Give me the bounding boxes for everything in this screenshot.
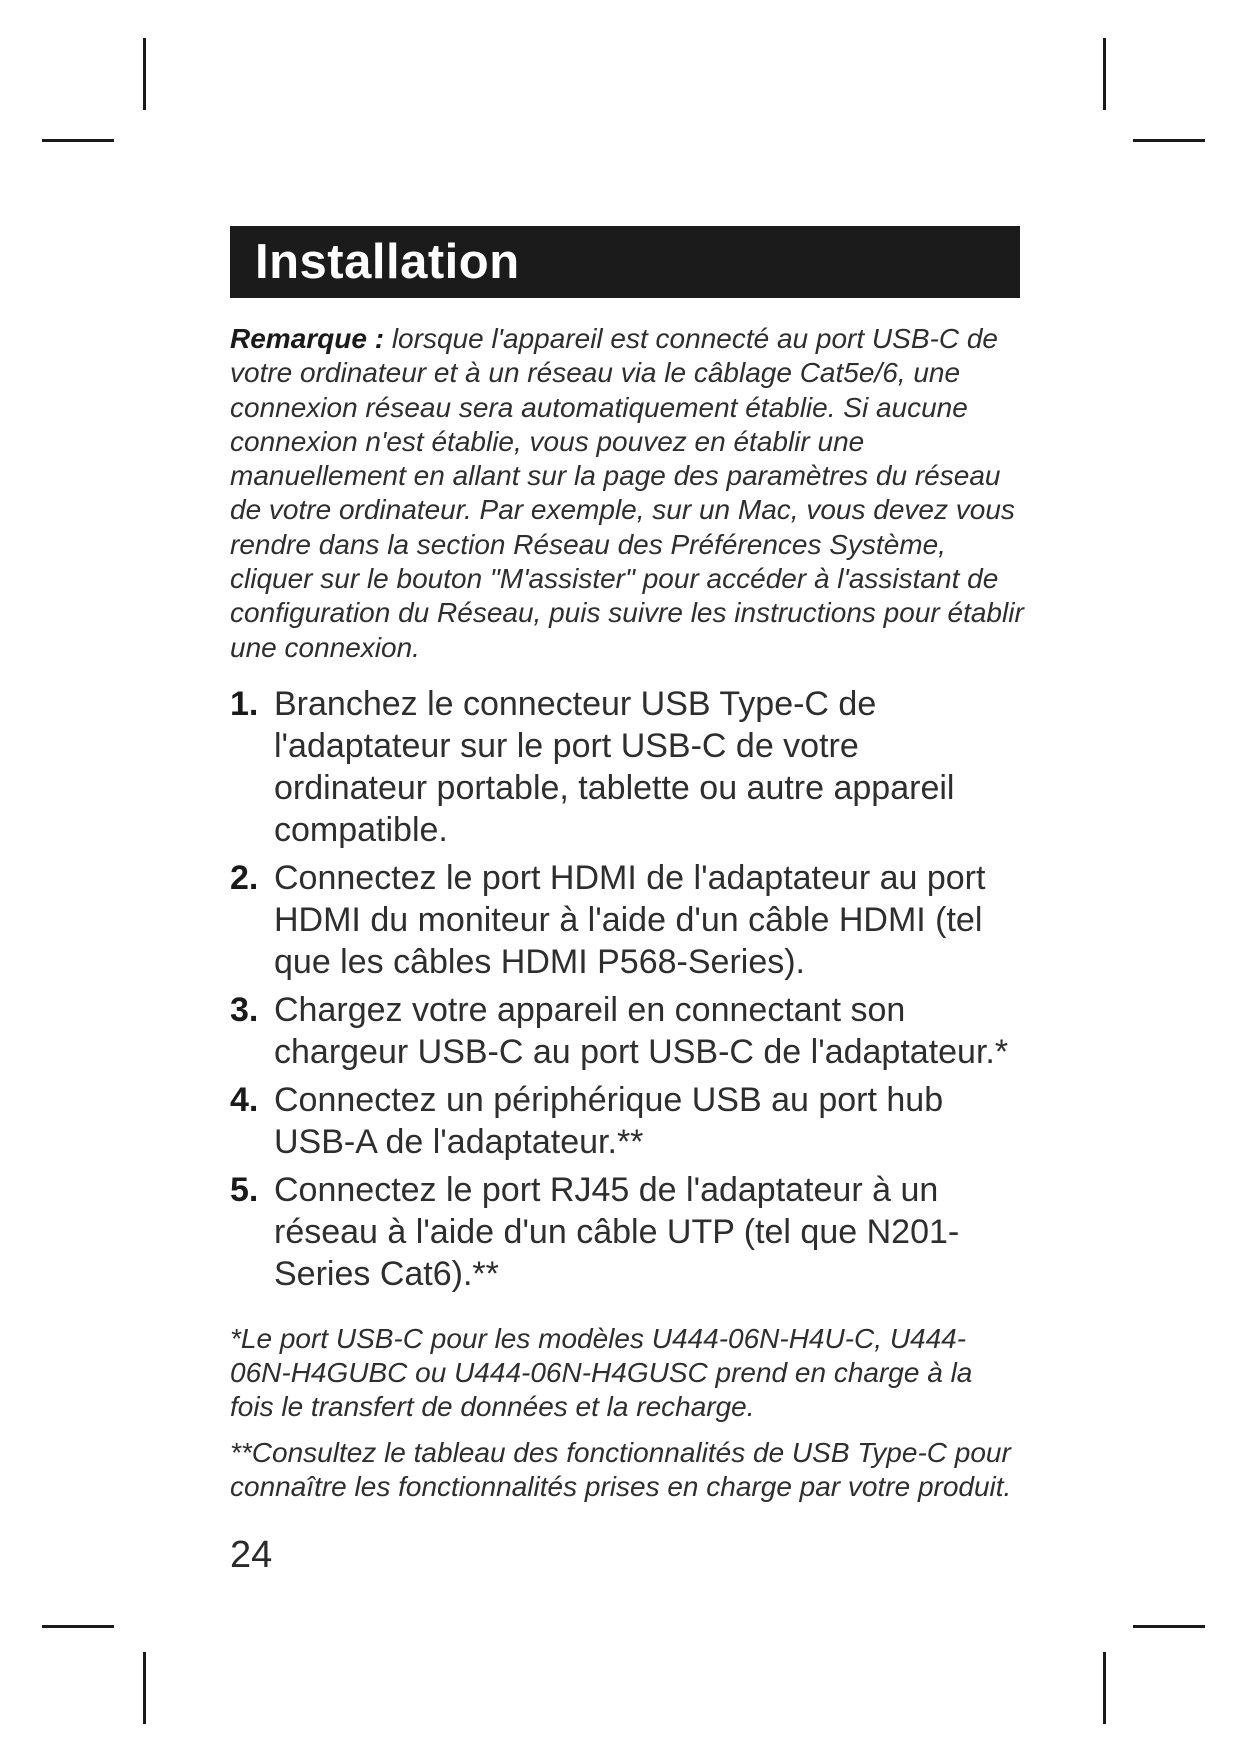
section-title: Installation — [255, 235, 520, 289]
step-number: 5. — [230, 1171, 259, 1209]
note-label: Remarque : — [230, 323, 385, 354]
step-text: Chargez votre appareil en connectant son chargeur USB-C au port USB-C de l'adaptateur.* — [274, 991, 1009, 1071]
step-text: Connectez le port HDMI de l'adaptateur au port HDMI du moniteur à l'aide d'un câble HDMI (tel que les câbles HDMI P568-Series). — [274, 859, 986, 981]
crop-mark-top-right-horizontal — [1133, 139, 1205, 142]
note-text: lorsque l'appareil est connecté au port USB-C de votre ordinateur et à un réseau via le câblage Cat5e/6, une connexion réseau sera automatiquement établie. Si aucune connexion n'est établie, vous pouvez en établir une manuellement en allant sur la page des paramètres du réseau de votre ordinateur. Par exemple, sur un Mac, vous devez vous rendre dans la section Réseau des Préférences Système, cliquer sur le bouton "M'assister" pour accéder à l'assistant de configuration du Réseau, puis suivre les instructions pour établir une connexion. — [230, 323, 1024, 663]
step-text: Branchez le connecteur USB Type-C de l'adaptateur sur le port USB-C de votre ordinateur portable, tablette ou autre appareil compatible. — [274, 685, 955, 849]
crop-mark-bottom-right-horizontal — [1133, 1625, 1205, 1628]
step-item — [230, 1079, 1020, 1163]
crop-mark-bottom-left-horizontal — [42, 1625, 114, 1628]
step-item — [230, 989, 1020, 1073]
section-header — [230, 226, 1020, 298]
crop-mark-bottom-left-vertical — [143, 1652, 146, 1724]
crop-mark-top-left-vertical — [143, 38, 146, 110]
note-paragraph — [230, 322, 1030, 665]
step-number: 4. — [230, 1081, 259, 1119]
footnote-features: **Consultez le tableau des fonctionnalités de USB Type-C pour connaître les fonctionnalités prises en charge par votre produit. — [230, 1437, 1012, 1502]
footnote-usb-c: *Le port USB-C pour les modèles U444-06N-H4U-C, U444-06N-H4GUBC ou U444-06N-H4GUSC prend en charge à la fois le transfert de données et la recharge. — [230, 1323, 973, 1422]
crop-mark-top-left-horizontal — [42, 139, 114, 142]
step-number: 3. — [230, 991, 259, 1029]
step-number: 2. — [230, 859, 259, 897]
step-item — [230, 857, 1020, 983]
installation-steps — [230, 683, 1020, 1301]
step-item — [230, 683, 1020, 851]
step-number: 1. — [230, 685, 259, 723]
crop-mark-top-right-vertical — [1103, 38, 1106, 110]
step-item — [230, 1169, 1020, 1295]
step-text: Connectez le port RJ45 de l'adaptateur à un réseau à l'aide d'un câble UTP (tel que N201-Series Cat6).** — [274, 1171, 960, 1293]
page-number: 24 — [230, 1534, 273, 1576]
crop-mark-bottom-right-vertical — [1103, 1652, 1106, 1724]
step-text: Connectez un périphérique USB au port hub USB-A de l'adaptateur.** — [274, 1081, 944, 1161]
